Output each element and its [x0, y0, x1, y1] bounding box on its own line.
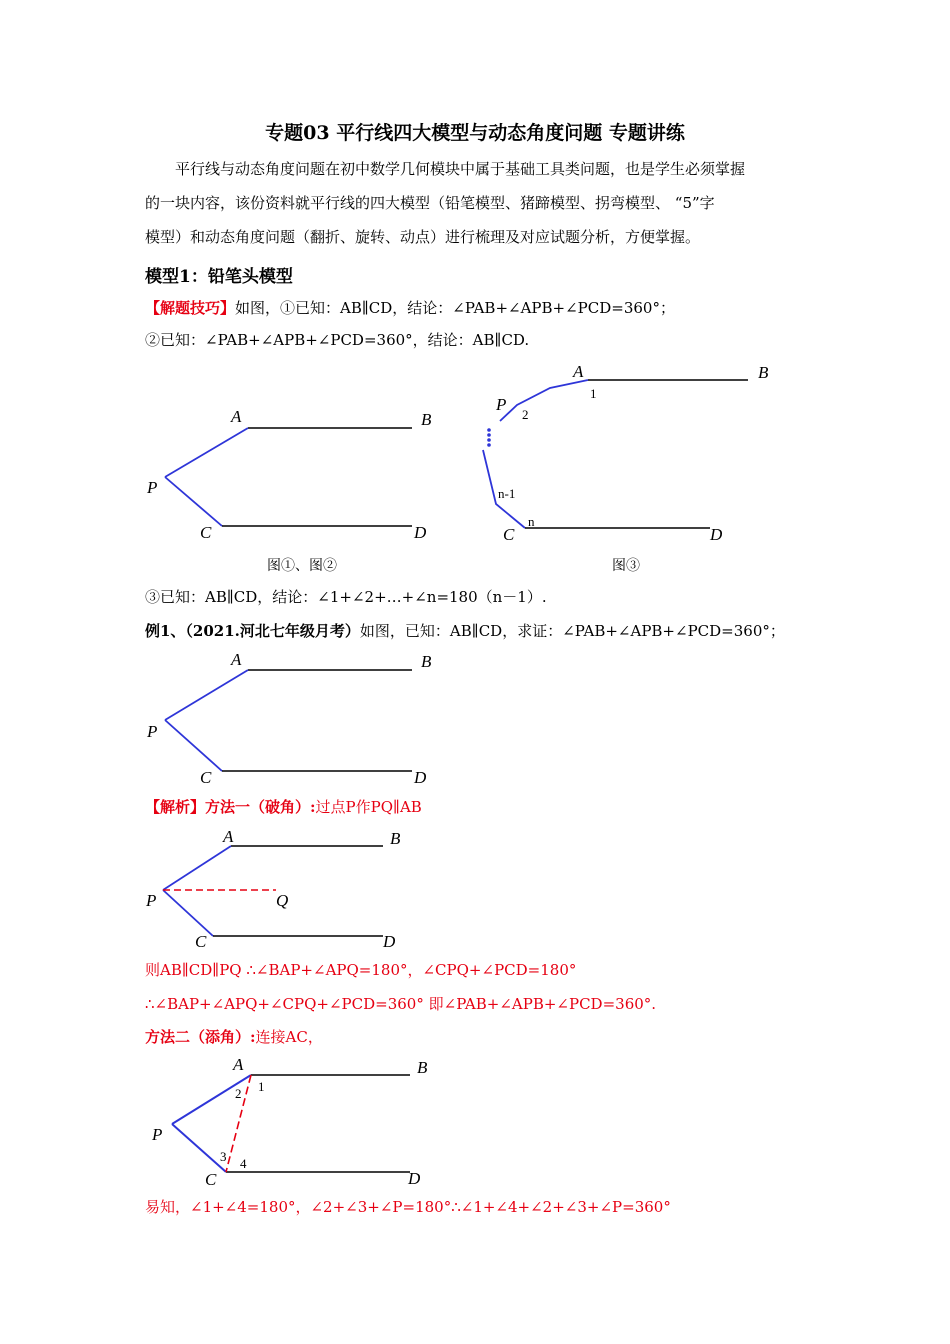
intro-line-3: 模型）和动态角度问题（翻折、旋转、动点）进行梳理及对应试题分析，方便掌握。 — [145, 228, 701, 246]
label-A: A — [223, 827, 234, 846]
label-A: A — [233, 1055, 244, 1074]
label-D: D — [414, 768, 427, 787]
angle-label-1: 1 — [258, 1079, 265, 1094]
example-label: 例1、（2021.河北七年级月考） — [145, 622, 360, 640]
method-2-label: 方法二（添角）: — [145, 1028, 256, 1046]
label-P: P — [147, 722, 158, 741]
figure-1-2-caption: 图①、图② — [267, 558, 337, 574]
tip-1 — [145, 291, 675, 325]
solution-line-1: 则AB∥CD∥PQ ∴∠BAP+∠APQ=180°，∠CPQ+∠PCD=180° — [145, 961, 577, 979]
segment-PA — [165, 670, 248, 720]
solution-label: 【解析】方法一（破角）: — [145, 798, 316, 816]
model1-heading: 模型1：铅笔头模型 — [145, 267, 293, 287]
solution-line-3: 易知，∠1+∠4=180°，∠2+∠3+∠P=180°∴∠1+∠4+∠2+∠3+∠P=360° — [145, 1198, 671, 1216]
segment-PC — [165, 477, 222, 526]
upper-bends — [500, 380, 588, 421]
label-P: P — [152, 1125, 163, 1144]
label-B: B — [421, 652, 432, 671]
segment-PC — [165, 720, 222, 771]
solution-text: 过点P作PQ∥AB — [315, 798, 422, 816]
ellipsis-dot — [487, 443, 491, 447]
label-A: A — [231, 650, 242, 669]
label-D: D — [408, 1169, 421, 1188]
ellipsis-dot — [487, 433, 491, 437]
tip-2: ②已知：∠PAB+∠APB+∠PCD=360°，结论：AB∥CD. — [145, 331, 530, 349]
tip-label: 【解题技巧】 — [145, 299, 236, 317]
label-P: P — [146, 891, 157, 910]
label-A: A — [573, 362, 584, 381]
figure-example-1 — [140, 643, 450, 788]
label-Q: Q — [276, 891, 289, 910]
label-D: D — [710, 525, 723, 544]
label-C: C — [503, 525, 515, 544]
angle-label-n-1: n-1 — [498, 486, 516, 501]
figure-method-2 — [140, 1050, 440, 1190]
solution-line-2: ∴∠BAP+∠APQ+∠CPQ+∠PCD=360° 即∠PAB+∠APB+∠PCD=360°. — [145, 995, 657, 1013]
segment-PA — [165, 428, 248, 477]
segment-PC — [172, 1124, 226, 1172]
label-D: D — [414, 523, 427, 542]
intro-line-2: 的一块内容，该份资料就平行线的四大模型（铅笔模型、猪蹄模型、拐弯模型、 “5”字 — [145, 194, 715, 212]
segment-PC — [163, 890, 213, 936]
method-2-text: 连接AC， — [255, 1028, 323, 1046]
angle-label-3: 3 — [220, 1149, 227, 1164]
segment-PA — [163, 846, 231, 890]
label-C: C — [195, 932, 207, 951]
figure-3-caption: 图③ — [612, 558, 640, 574]
label-C: C — [200, 768, 212, 787]
solution-method-2 — [145, 1020, 323, 1054]
label-P: P — [147, 478, 158, 497]
ellipsis-dot — [487, 438, 491, 442]
angle-label-2: 2 — [522, 407, 529, 422]
example-text: 如图，已知：AB∥CD，求证：∠PAB+∠APB+∠PCD=360°； — [359, 622, 785, 640]
angle-label-2: 2 — [235, 1086, 242, 1101]
label-B: B — [421, 410, 432, 429]
tip-1-text: 如图，①已知：AB∥CD，结论：∠PAB+∠APB+∠PCD=360°； — [235, 299, 675, 317]
figure-method-1 — [140, 822, 420, 952]
solution-method-1 — [145, 790, 422, 824]
label-B: B — [390, 829, 401, 848]
label-C: C — [200, 523, 212, 542]
figure-pencil-model — [140, 395, 450, 550]
ellipsis-dot — [487, 428, 491, 432]
label-B: B — [417, 1058, 428, 1077]
angle-label-n: n — [528, 514, 535, 529]
label-P: P — [496, 395, 507, 414]
page-title: 专题03 平行线四大模型与动态角度问题 专题讲练 — [265, 122, 685, 144]
label-A: A — [231, 407, 242, 426]
figure-multi-bend — [470, 358, 780, 548]
label-B: B — [758, 363, 769, 382]
label-D: D — [383, 932, 396, 951]
angle-label-4: 4 — [240, 1156, 247, 1171]
angle-label-1: 1 — [590, 386, 597, 401]
intro-line-1: 平行线与动态角度问题在初中数学几何模块中属于基础工具类问题，也是学生必须掌握 — [175, 160, 746, 178]
label-C: C — [205, 1170, 217, 1189]
tip-3: ③已知：AB∥CD，结论：∠1+∠2+…+∠n=180（n－1）. — [145, 588, 547, 606]
